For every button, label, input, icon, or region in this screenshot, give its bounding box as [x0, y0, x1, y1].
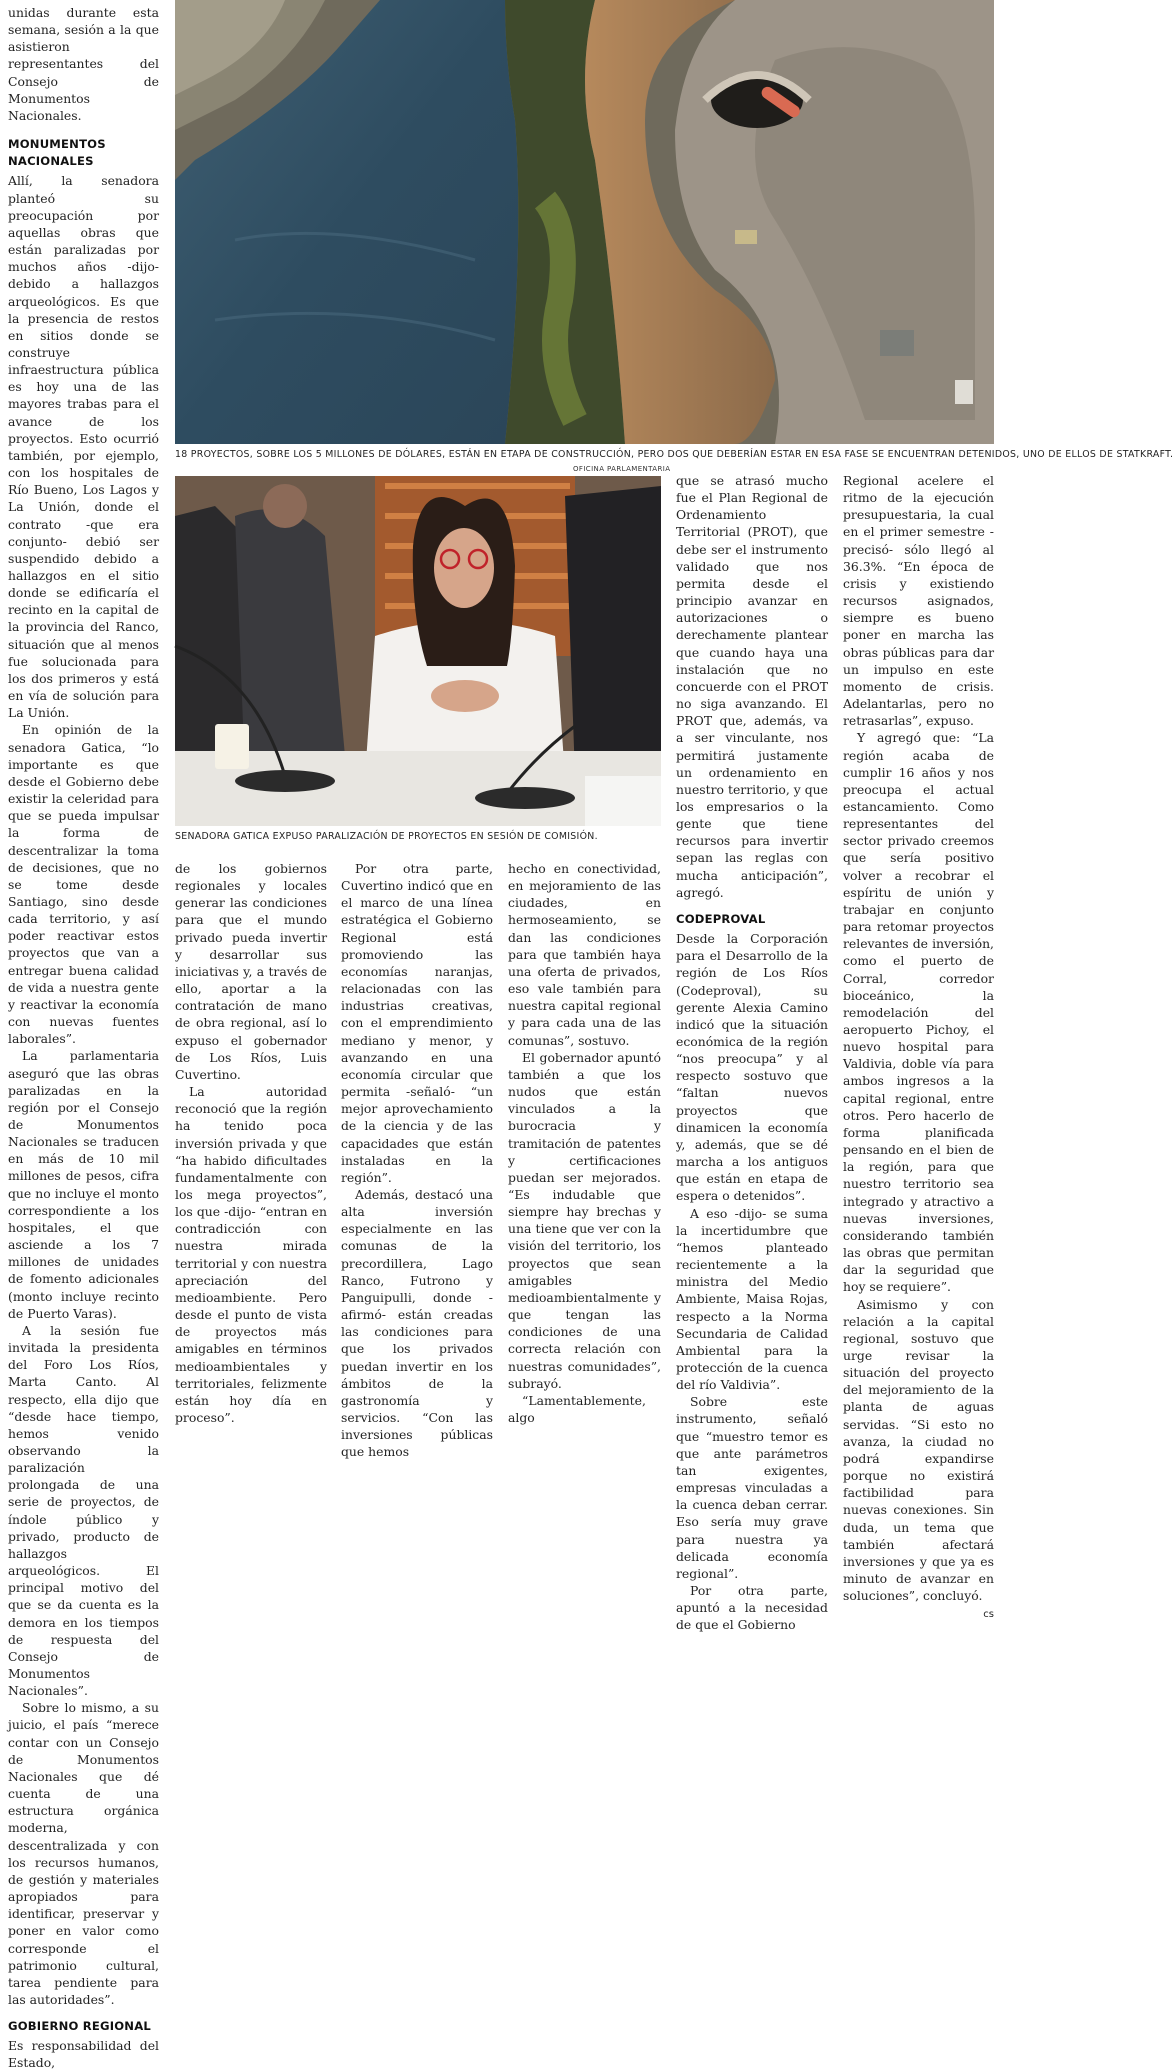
paragraph: que se atrasó mucho fue el Plan Regional de Ordenamiento Territorial (PROT), que debe ser el instrumento validado que nos permita desde el principio avanzar en autorizaciones o derechamente plantear que cuando haya una instalación que no concuerde con el PROT no siga avanzando. El PROT que, además, va a ser vinculante, nos permitirá justamente un ordenamiento en nuestro territorio, y que los empresarios o la gente que tiene recursos para invertir sepan las reglas con mucha anticipación”, agregó. — [676, 473, 828, 900]
photo-caption-senator: SENADORA GATICA EXPUSO PARALIZACIÓN DE PROYECTOS EN SESIÓN DE COMISIÓN. — [175, 831, 598, 842]
paragraph: unidas durante esta semana, sesión a la que asistieron representantes del Consejo de Monumentos Nacionales. — [8, 5, 159, 123]
column-2 — [175, 860, 327, 1426]
paragraph: Regional acelere el ritmo de la ejecución presupuestaria, la cual en el primer semestre -precisó- sólo llegó al 36.3%. “En época de crisis y existiendo recursos asignados, siempre es bueno poner en marcha las obras públicas para dar un impulso en este momento de crisis. Adelantarlas, pero no retrasarlas”, expuso. — [843, 473, 994, 729]
paragraph: Sobre lo mismo, a su juicio, el país “merece contar con un Consejo de Monumentos Nacionales que dé cuenta de una estructura orgánica moderna, descentralizada y con los recursos humanos, de gestión y materiales apropiados para identificar, preservar y poner en valor como corresponde el patrimonio cultural, tarea pendiente para las autoridades”. — [8, 1700, 159, 2007]
senator-image — [175, 476, 661, 826]
photo-credit: OFICINA PARLAMENTARIA — [573, 465, 671, 473]
paragraph: “Lamentablemente, algo — [508, 1392, 646, 1425]
paragraph: hecho en conectividad, en mejoramiento de las ciudades, en hermoseamiento, se dan las condiciones para que también haya una oferta de privados, eso vale también para nuestra capital regional y para cada una de las comunas”, sostuvo. — [508, 861, 661, 1048]
paragraph: Allí, la senadora planteó su preocupación por aquellas obras que están paralizadas por muchos años -dijo- debido a hallazgos arqueológicos. Es que la presencia de restos en sitios donde se construye infraestructura pública es hoy una de las mayores trabas para el avance de los proyectos. Esto ocurrió también, por ejemplo, con los hospitales de Río Bueno, Los Lagos y La Unión, donde el contrato -que era conjunto- debió ser suspendido debido a hallazgos en el sitio donde se edificaría el recinto en la capital de la provincia del Ranco, situación que al menos fue solucionada para los dos primeros y está en vía de solución para La Unión. — [8, 173, 159, 721]
paragraph: Asimismo y con relación a la capital regional, sostuvo que urge revisar la situación del proyecto del mejoramiento de la planta de aguas servidas. “Si esto no avanza, la ciudad no podrá expandirse porque no existirá factibilidad para nuevas conexiones. Sin duda, un tema que también afectará inversiones y que ya es minuto de avanzar en soluciones”, concluyó. — [843, 1296, 994, 1604]
paragraph: Por otra parte, Cuvertino indicó que en el marco de una línea estratégica el Gobierno Regional está promoviendo las economías naranjas, relacionadas con las industrias creativas, con el emprendimiento mediano y menor, y avanzando en una economía circular que permita -señaló- “un mejor aprovechamiento de la ciencia y de las capacidades que están instaladas en la región”. — [341, 861, 493, 1185]
paragraph: Por otra parte, apuntó a la necesidad de que el Gobierno — [676, 1583, 828, 1633]
paragraph: Es responsabilidad del Estado, — [8, 2038, 159, 2071]
subheading-monumentos: MONUMENTOS NACIONALES — [8, 137, 106, 169]
subheading-codeproval: CODEPROVAL — [676, 911, 766, 926]
paragraph: El gobernador apuntó también a que los nudos que están vinculados a la burocracia y tramitación de patentes y certificaciones puedan ser mejorados. “Es indudable que siempre hay brechas y una tiene que ver con la visión del territorio, los proyectos que sean amigables medioambientalmente y que tengan las condiciones de una correcta relación con nuestras comunidades”, subrayó. — [508, 1049, 661, 1391]
column-6 — [843, 472, 994, 1623]
end-mark — [843, 1604, 994, 1623]
paragraph: En opinión de la senadora Gatica, “lo importante es que desde el Gobierno debe existir la celeridad para que se pueda impulsar la forma de descentralizar la toma de decisiones, que no se tome desde Santiago, sino desde cada territorio, y así poder reactivar estos proyectos que van a entregar buena calidad de vida a nuestra gente y reactivar la economía con nuevas fuentes laborales”. — [8, 722, 159, 1047]
column-3 — [341, 860, 493, 1460]
photo-senator-session — [175, 476, 661, 826]
photo-caption-aerial: 18 PROYECTOS, SOBRE LOS 5 MILLONES DE DÓLARES, ESTÁN EN ETAPA DE CONSTRUCCIÓN, PERO DOS QUE DEBERÍAN ESTAR EN ESA FASE SE ENCUENTRAN DETENIDOS, UNO DE ELLOS DE STATKRAFT. — [175, 449, 1173, 460]
paragraph: Además, destacó una alta inversión especialmente en las comunas de la precordillera, Lago Ranco, Futrono y Panguipulli, donde -afirmó- están creadas las condiciones para que los privados puedan invertir en los ámbitos de la gastronomía y servicios. “Con las inversiones públicas que hemos — [341, 1186, 493, 1460]
subheading-gobierno-regional: GOBIERNO REGIONAL — [8, 2019, 151, 2034]
paragraph: Y agregó que: “La región acaba de cumplir 16 años y nos preocupa el actual estancamiento. Como representantes del sector privado creemos que sería positivo volver a recobrar el espíritu de unión y trabajar en conjunto para retomar proyectos relevantes de inversión, como el puerto de Corral, corredor bioceánico, la remodelación del aeropuerto Pichoy, el nuevo hospital para Valdivia, doble vía para ambos ingresos a la capital regional, entre otros. Pero hacerlo de forma planificada pensando en el bien de la región, para que nuestro territorio sea integrado y atractivo a nuevas inversiones, considerando también las obras que permitan dar la seguridad que hoy se requiere”. — [843, 730, 994, 1295]
end-of-article-mark: cs — [983, 1609, 994, 1621]
column-5 — [676, 472, 828, 1633]
photo-aerial-construction — [175, 0, 994, 444]
paragraph: La parlamentaria aseguró que las obras paralizadas en la región por el Consejo de Monumentos Nacionales se traducen en más de 10 mil millones de pesos, cifra que no incluye el monto correspondiente a los hospitales, el que asciende a los 7 millones de unidades de fomento adicionales (monto incluye recinto de Puerto Varas). — [8, 1048, 159, 1321]
paragraph: Desde la Corporación para el Desarrollo de la región de Los Ríos (Codeproval), su gerente Alexia Camino indicó que la situación económica de la región “nos preocupa” y al respecto sostuvo que “faltan nuevos proyectos que dinamicen la economía y, además, que se dé marcha a los antiguos que están en etapa de espera o detenidos”. — [676, 931, 828, 1204]
paragraph: de los gobiernos regionales y locales generar las condiciones para que el mundo privado pueda invertir y desarrollar sus iniciativas y, a través de ello, aportar a la contratación de mano de obra regional, así lo expuso el gobernador de Los Ríos, Luis Cuvertino. — [175, 861, 327, 1082]
paragraph: La autoridad reconoció que la región ha tenido poca inversión privada y que “ha habido dificultades fundamentalmente con los mega proyectos”, los que -dijo- “entran en contradicción con nuestra mirada territorial y con nuestra apreciación del medioambiente. Pero desde el punto de vista de proyectos más amigables en términos medioambientales y territoriales, felizmente están hoy día en proceso”. — [175, 1084, 327, 1425]
paragraph: Sobre este instrumento, señaló que “muestro temor es que ante parámetros tan exigentes, empresas vinculadas a la cuenca deban cerrar. Eso sería muy grave para nuestra ya delicada economía regional”. — [676, 1394, 828, 1581]
column-1 — [8, 4, 159, 2072]
column-4 — [508, 860, 661, 1426]
paragraph: A la sesión fue invitada la presidenta del Foro Los Ríos, Marta Canto. Al respecto, ella dijo que “desde hace tiempo, hemos venido observando la paralización prolongada de una serie de proyectos, de índole público y privado, producto de hallazgos arqueológicos. El principal motivo del que se da cuenta es la demora en los tiempos de respuesta del Consejo de Monumentos Nacionales”. — [8, 1322, 159, 1699]
aerial-image — [175, 0, 994, 444]
paragraph: A eso -dijo- se suma la incertidumbre que “hemos planteado recientemente a la ministra del Medio Ambiente, Maisa Rojas, respecto a la Norma Secundaria de Calidad Ambiental para la protección de la cuenca del río Valdivia”. — [676, 1205, 828, 1393]
